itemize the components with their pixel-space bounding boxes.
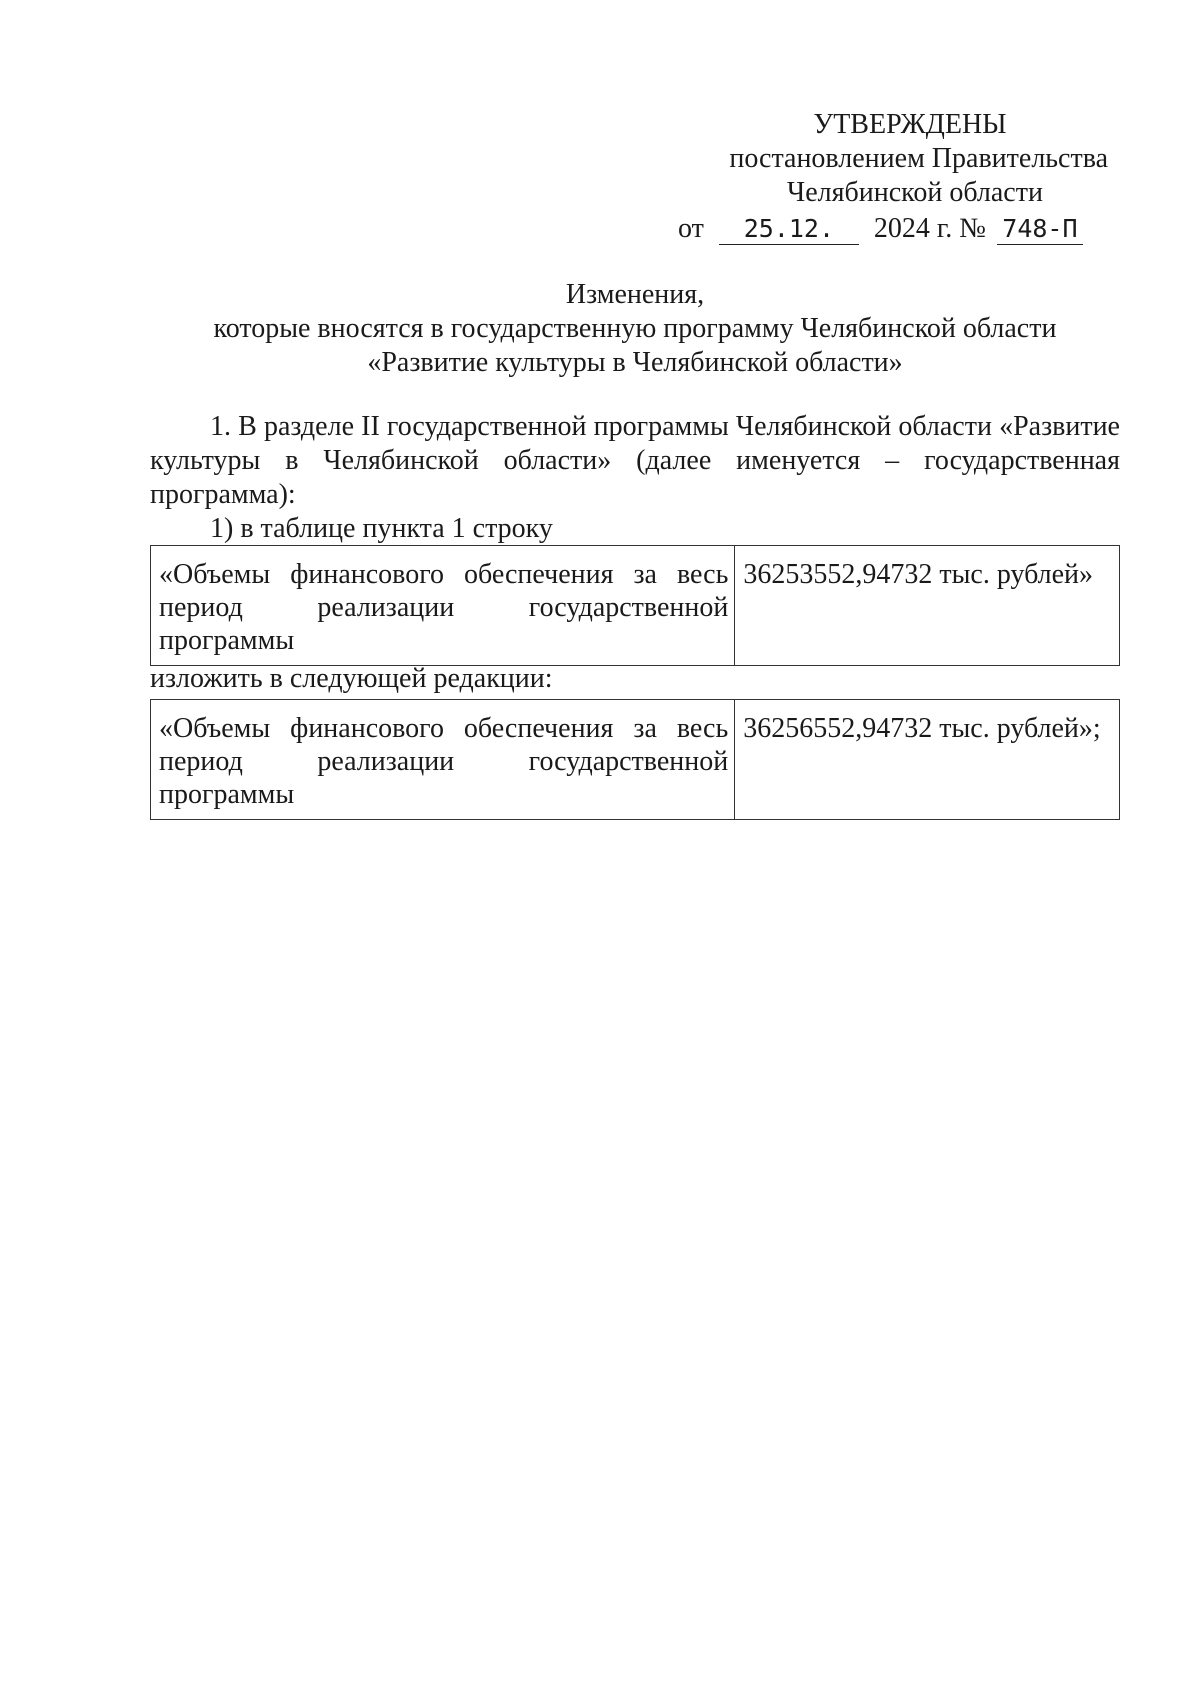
approval-number-field: 748-П bbox=[997, 214, 1083, 245]
table-row bbox=[151, 546, 1120, 666]
approval-title: УТВЕРЖДЕНЫ bbox=[813, 109, 1007, 140]
approval-date-line bbox=[678, 212, 1098, 246]
table-new-row bbox=[150, 699, 1120, 820]
heading-title: Изменения, bbox=[565, 279, 705, 310]
heading-program-name: «Развитие культуры в Челябинской области» bbox=[367, 347, 903, 378]
subitem-1: 1) в таблице пункта 1 строку bbox=[210, 513, 553, 544]
approval-from-prefix: от bbox=[678, 213, 704, 244]
table-new-label-cell: «Объемы финансового обеспечения за весь период реализации государственной программы bbox=[151, 700, 735, 820]
table-old-label-cell: «Объемы финансового обеспечения за весь период реализации государственной программы bbox=[151, 546, 735, 666]
approval-date-field: 25.12. bbox=[719, 214, 859, 245]
table-new-value-cell: 36256552,94732 тыс. рублей»; bbox=[735, 700, 1120, 820]
document-heading bbox=[150, 278, 1120, 380]
approval-stamp-block bbox=[678, 108, 1120, 246]
table-row bbox=[151, 700, 1120, 820]
approval-region: Челябинской области bbox=[787, 177, 1043, 208]
heading-subtitle: которые вносятся в государственную программу Челябинской области bbox=[213, 313, 1057, 344]
paragraph-1: 1. В разделе II государственной программы Челябинской области «Развитие культуры в Челябинской области» (далее именуется – государственная программа): bbox=[150, 411, 1120, 510]
approval-authority: постановлением Правительства bbox=[729, 143, 1108, 174]
table-old-value-cell: 36253552,94732 тыс. рублей» bbox=[735, 546, 1120, 666]
approval-year-label: 2024 г. № bbox=[873, 213, 986, 244]
table-old-row bbox=[150, 545, 1120, 666]
between-tables-text: изложить в следующей редакции: bbox=[150, 663, 553, 694]
